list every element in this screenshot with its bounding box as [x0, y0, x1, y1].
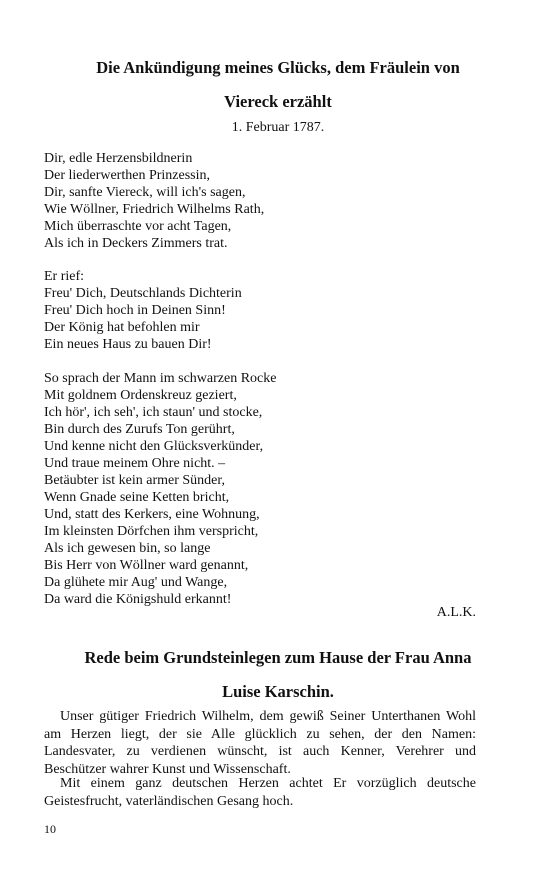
poem-date: 1. Februar 1787. — [231, 120, 325, 135]
poem-signature: A.L.K. — [436, 605, 476, 620]
verse-line: Da glühete mir Aug' und Wange, — [44, 575, 228, 590]
verse-line: Als ich in Deckers Zimmers trat. — [44, 236, 228, 251]
verse-line: Und kenne nicht den Glücksverkünder, — [44, 439, 264, 454]
verse-line: Wie Wöllner, Friedrich Wilhelms Rath, — [44, 202, 265, 217]
speech-paragraph-2: Mit einem ganz deutschen Herzen achtet Er vorzüglich deutsche Geistesfrucht, vaterländischen Gesang hoch. — [44, 776, 476, 809]
verse-line: Dir, sanfte Viereck, will ich's sagen, — [44, 185, 246, 200]
stanza-2 — [44, 268, 242, 353]
page-number: 10 — [44, 822, 56, 836]
verse-line: Der König hat befohlen mir — [44, 320, 200, 335]
verse-line: Als ich gewesen bin, so lange — [44, 541, 211, 556]
poem-title-line-1: Die Ankündigung meines Glücks, dem Fräulein von — [96, 58, 460, 77]
verse-line: Dir, edle Herzensbildnerin — [44, 151, 193, 166]
speech-title-line-2: Luise Karschin. — [222, 682, 334, 701]
verse-line: Und traue meinem Ohre nicht. – — [44, 456, 226, 471]
verse-line: Ein neues Haus zu bauen Dir! — [44, 337, 212, 352]
stanza-3 — [44, 370, 276, 608]
verse-line: Wenn Gnade seine Ketten bricht, — [44, 490, 230, 505]
verse-line: Freu' Dich, Deutschlands Dichterin — [44, 286, 242, 301]
verse-line: Und, statt des Kerkers, eine Wohnung, — [44, 507, 260, 522]
verse-line: Bin durch des Zurufs Ton gerührt, — [44, 422, 235, 437]
verse-line: Betäubter ist kein armer Sünder, — [44, 473, 225, 488]
speech-title-line-1: Rede beim Grundsteinlegen zum Hause der Frau Anna — [84, 648, 472, 667]
verse-line: Da ward die Königshuld erkannt! — [44, 592, 232, 607]
verse-line: So sprach der Mann im schwarzen Rocke — [44, 371, 277, 386]
verse-line: Der liederwerthen Prinzessin, — [44, 168, 210, 183]
verse-line: Mich überraschte vor acht Tagen, — [44, 219, 232, 234]
verse-line: Im kleinsten Dörfchen ihm verspricht, — [44, 524, 259, 539]
poem-title-line-2: Viereck erzählt — [224, 92, 332, 111]
verse-line: Freu' Dich hoch in Deinen Sinn! — [44, 303, 226, 318]
verse-line: Bis Herr von Wöllner ward genannt, — [44, 558, 249, 573]
stanza-1 — [44, 150, 264, 252]
verse-line: Er rief: — [44, 269, 85, 284]
verse-line: Mit goldnem Ordenskreuz geziert, — [44, 388, 237, 403]
verse-line: Ich hör', ich seh', ich staun' und stocke, — [44, 405, 263, 420]
speech-paragraph-1: Unser gütiger Friedrich Wilhelm, dem gewiß Seiner Unterthanen Wohl am Herzen liegt, der sie Alle glücklich zu sehen, der den Namen: Landesvater, zu verdienen wünscht, ist auch Kenner, Verehrer und Beschützer wahrer Kunst und Wissenschaft. — [44, 709, 476, 777]
